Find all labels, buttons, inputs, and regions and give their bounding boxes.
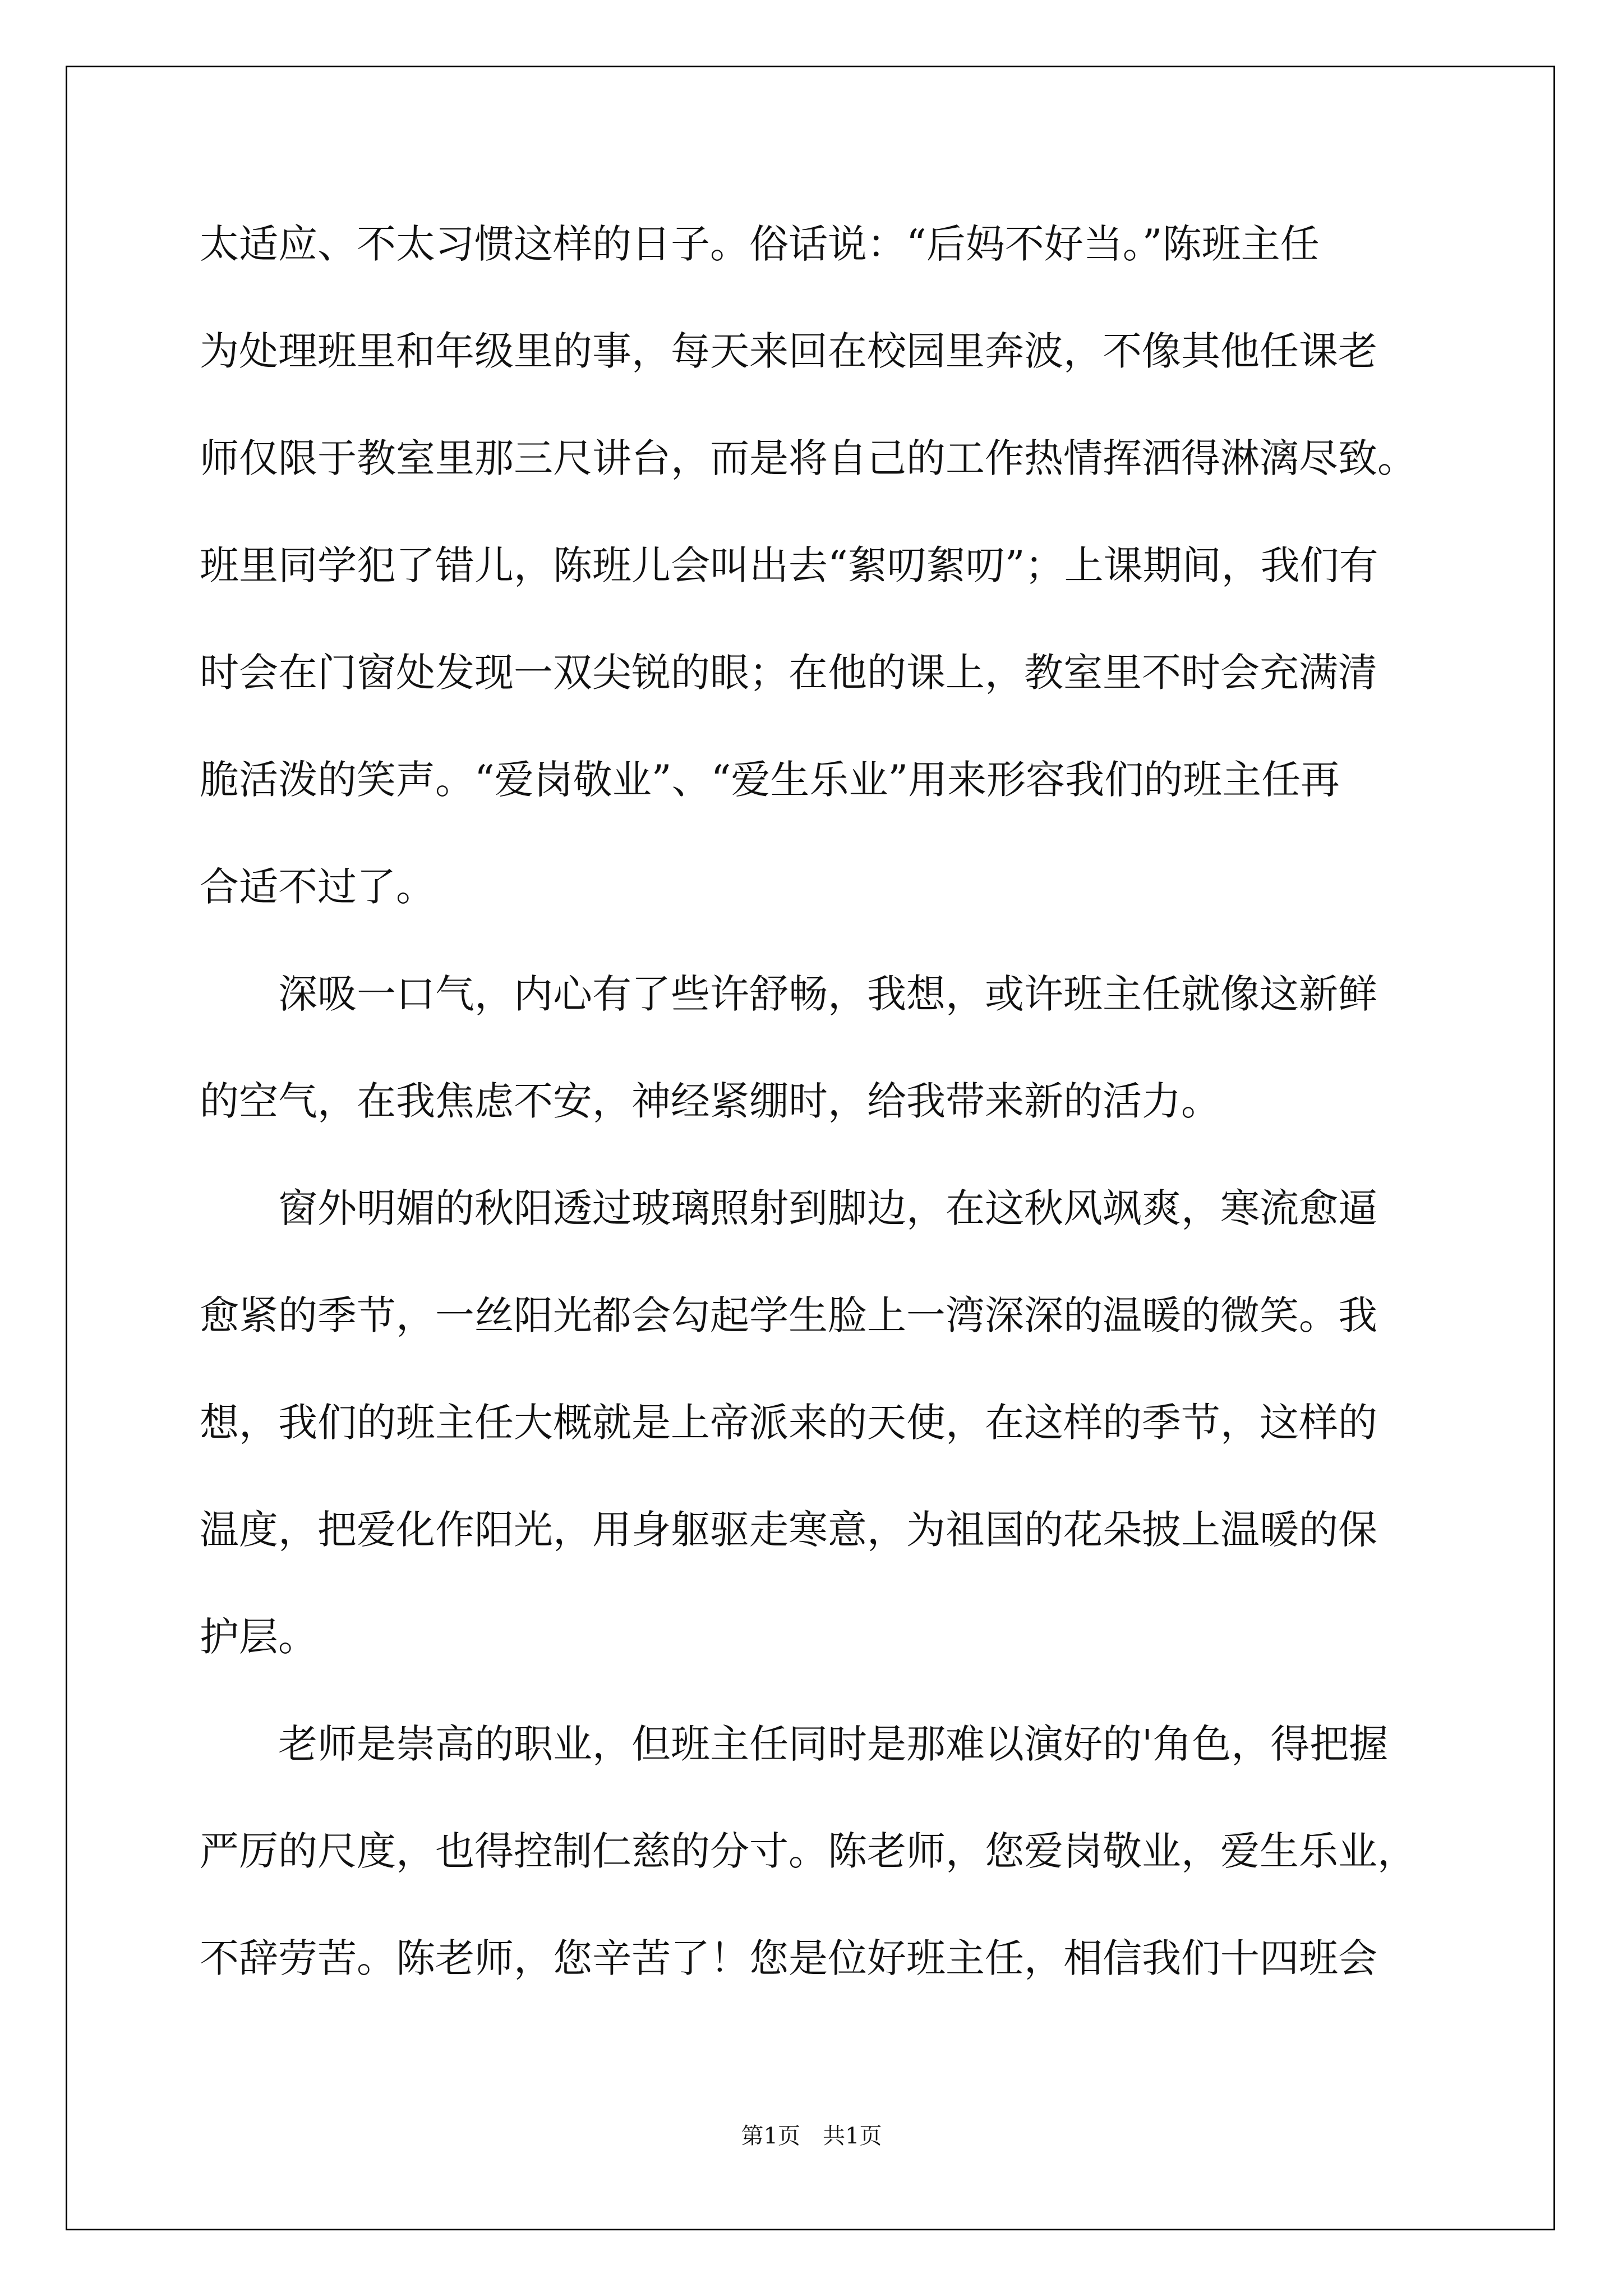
- text-line: 想，我们的班主任大概就是上帝派来的天使，在这样的季节，这样的: [200, 1400, 1377, 1446]
- text-line: 窗外明媚的秋阳透过玻璃照射到脚边，在这秋风飒爽，寒流愈逼: [278, 1185, 1377, 1231]
- text-line: 合适不过了。: [200, 864, 435, 910]
- page-number-footer: 第1页 共1页: [741, 2123, 882, 2149]
- text-line: 脆活泼的笑声。“爱岗敬业”、“爱生乐业”用来形容我们的班主任再: [200, 757, 1340, 803]
- text-line: 太适应、不太习惯这样的日子。俗话说：“后妈不好当。”陈班主任: [200, 221, 1320, 267]
- text-line: 愈紧的季节，一丝阳光都会勾起学生脸上一湾深深的温暖的微笑。我: [200, 1292, 1377, 1338]
- text-line: 温度，把爱化作阳光，用身躯驱走寒意，为祖国的花朵披上温暖的保: [200, 1507, 1377, 1553]
- text-line: 的空气，在我焦虑不安，神经紧绷时，给我带来新的活力。: [200, 1078, 1220, 1124]
- text-line: 班里同学犯了错儿，陈班儿会叫出去“絮叨絮叨”；上课期间，我们有: [200, 542, 1378, 588]
- text-line: 老师是崇高的职业，但班主任同时是那难以演好的'角色，得把握: [278, 1721, 1389, 1767]
- page-border: [66, 66, 1555, 2230]
- text-line: 护层。: [200, 1614, 317, 1660]
- text-line: 深吸一口气，内心有了些许舒畅，我想，或许班主任就像这新鲜: [278, 971, 1377, 1017]
- text-line: 不辞劳苦。陈老师，您辛苦了！您是位好班主任，相信我们十四班会: [200, 1935, 1377, 1981]
- text-line: 时会在门窗处发现一双尖锐的眼；在他的课上，教室里不时会充满清: [200, 650, 1377, 696]
- text-line: 严厉的尺度，也得控制仁慈的分寸。陈老师，您爱岗敬业，爱生乐业，: [200, 1828, 1417, 1874]
- text-line: 师仅限于教室里那三尺讲台，而是将自己的工作热情挥洒得淋漓尽致。: [200, 435, 1417, 481]
- text-line: 为处理班里和年级里的事，每天来回在校园里奔波，不像其他任课老: [200, 328, 1377, 374]
